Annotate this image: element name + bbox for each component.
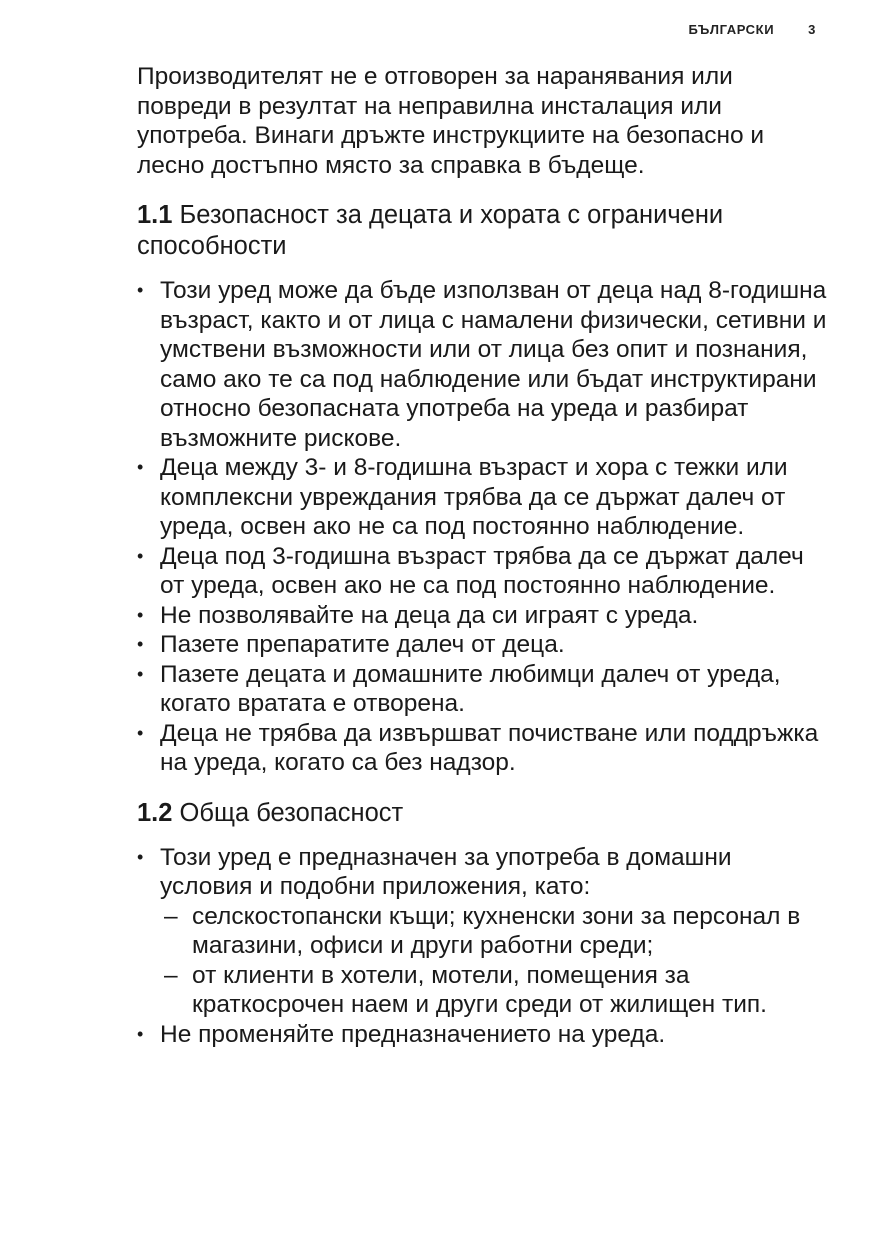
- section-title-text: Безопасност за децата и хората с ограничени способности: [137, 201, 724, 260]
- list-item-text: Деца под 3-годишна възраст трябва да се държат далеч от уреда, освен ако не са под постоянно наблюдение.: [160, 542, 804, 599]
- bullet-icon: •: [137, 1023, 144, 1044]
- sub-list-item-text: селскостопански къщи; кухненски зони за персонал в магазини, офиси и други работни среди;: [192, 902, 801, 959]
- section-number: 1.2: [137, 798, 173, 827]
- list-item: [137, 1020, 827, 1050]
- list-item-text: Не позволявайте на деца да си играят с уреда.: [160, 601, 699, 629]
- section-1-2-list: [137, 843, 827, 1050]
- section-number: 1.1: [137, 201, 173, 229]
- section-1-1-list: [137, 276, 827, 778]
- list-item: [137, 630, 827, 660]
- sub-list-item: [160, 961, 827, 1020]
- bullet-icon: •: [137, 722, 144, 743]
- bullet-icon: •: [137, 846, 144, 867]
- page-number: 3: [808, 22, 816, 37]
- bullet-icon: •: [137, 663, 144, 684]
- page-header: [689, 22, 816, 37]
- list-item: [137, 660, 827, 719]
- intro-paragraph: Производителят не е отговорен за наранявания или повреди в резултат на неправилна инсталация или употреба. Винаги дръжте инструкциите на безопасно и лесно достъпно място за справка в бъдеще.: [137, 63, 765, 179]
- section-heading-1-1: [137, 200, 827, 262]
- bullet-icon: •: [137, 604, 144, 625]
- list-item: [137, 843, 827, 1020]
- section-title-text: Обща безопасност: [179, 798, 404, 827]
- list-item-text: Не променяйте предназначението на уреда.: [160, 1020, 666, 1048]
- list-item: [137, 601, 827, 631]
- list-item: [137, 453, 827, 542]
- bullet-icon: •: [137, 634, 144, 654]
- list-item-text: Деца между 3- и 8-годишна възраст и хора с тежки или комплексни увреждания трябва да се държат далеч от уреда, освен ако не са под постоянно наблюдение.: [160, 454, 788, 540]
- header-language: БЪЛГАРСКИ: [688, 22, 775, 37]
- list-item: [137, 276, 827, 453]
- list-item-text: Този уред може да бъде използван от деца над 8-годишна възраст, както и от лица с намалени физически, сетивни и умствени възможности или от лица без опит и познания, само ако те са под наблюдение или бъдат инструктирани относно безопасната употреба на уреда и разбират възможните рискове.: [160, 277, 827, 452]
- list-item-text: Пазете децата и домашните любимци далеч от уреда, когато вратата е отворена.: [160, 660, 781, 717]
- list-item-text: Деца не трябва да извършват почистване или поддръжка на уреда, когато са без надзор.: [160, 719, 819, 776]
- list-item-text: Този уред е предназначен за употреба в домашни условия и подобни приложения, като:: [160, 843, 732, 900]
- list-item: [137, 719, 827, 778]
- sub-list: [160, 902, 827, 1020]
- bullet-icon: •: [137, 545, 144, 566]
- list-item: [137, 542, 827, 601]
- dash-icon: –: [164, 902, 178, 930]
- sub-list-item: [160, 902, 827, 961]
- sub-list-item-text: от клиенти в хотели, мотели, помещения за краткосрочен наем и други среди от жилищен тип.: [192, 961, 767, 1018]
- bullet-icon: •: [137, 280, 144, 300]
- document-body: [137, 62, 827, 1069]
- section-heading-1-2: [137, 798, 827, 829]
- bullet-icon: •: [137, 457, 144, 477]
- dash-icon: –: [164, 961, 178, 989]
- list-item-text: Пазете препаратите далеч от деца.: [160, 631, 565, 658]
